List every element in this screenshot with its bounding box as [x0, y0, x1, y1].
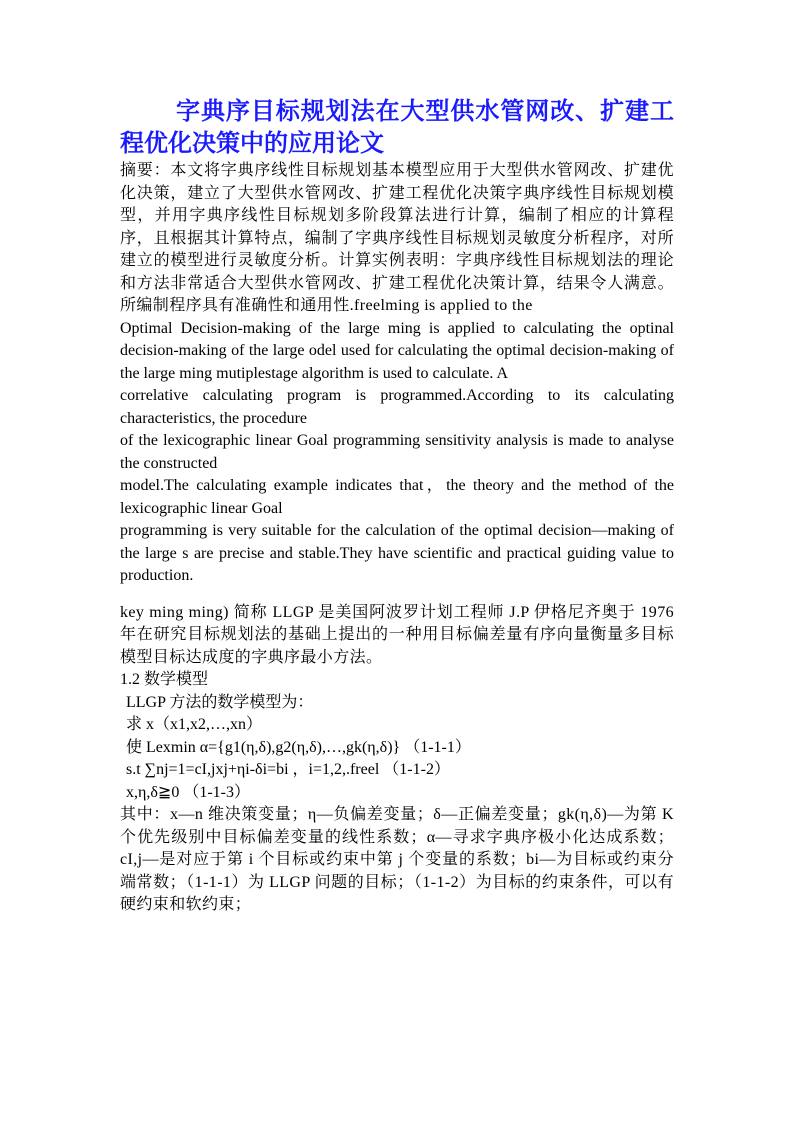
- section-heading: 1.2 数学模型: [120, 671, 209, 688]
- english-abstract-part-5: programming is very suitable for the calculation of the optimal decision—making of the large s are precise and stable.They have scientific and practical guiding value to production.: [120, 522, 674, 584]
- paragraph-spacer: [120, 588, 674, 602]
- english-abstract-part-4: model.The calculating example indicates that，the theory and the method of the lexicographic linear Goal: [120, 477, 674, 517]
- document-page: [120, 96, 674, 917]
- english-abstract-part-1: Optimal Decision-making of the large ming is applied to calculating the optinal decision-making of the large odel used for calculating the optimal decision-making of the large ming mutiplestage algorithm is used to calculate. A: [120, 319, 674, 382]
- document-title: 字典序目标规划法在大型供水管网改、扩建工程优化决策中的应用论文: [120, 99, 674, 157]
- explanation-paragraph: 其中：x—n 维决策变量；η—负偏差变量；δ—正偏差变量；gk(η,δ)—为第 K 个优先级别中目标偏差变量的线性系数；α—寻求字典序极小化达成系数；cI,j—是对应于第 i 个目标或约束中第 j 个变量的系数；bi—为目标或约束分端常数；（1-1-1）为 LLGP 问题的目标；（1-1-2）为目标的约束条件，可以有硬约束和软约束；: [120, 806, 674, 913]
- intro-paragraph: key ming ming) 简称 LLGP 是美国阿波罗计划工程师 J.P 伊格尼齐奥于 1976 年在研究目标规划法的基础上提出的一种用目标偏差量有序向量衡量多目标模型目标达成度的字典序最小方法。: [120, 603, 674, 666]
- model-intro: LLGP 方法的数学模型为：: [126, 693, 314, 711]
- equation-solve: 求 x（x1,x2,…,xn）: [126, 716, 263, 733]
- equation-nonnegativity: x,η,δ≧0 （1-1-3）: [126, 783, 250, 801]
- equation-constraint: s.t ∑nj=1=cI,jxj+ηi-δi=bi ，i=1,2,.freel （1-1-2）: [126, 761, 450, 778]
- abstract-paragraph: 摘要：本文将字典序线性目标规划基本模型应用于大型供水管网改、扩建优化决策，建立了大型供水管网改、扩建工程优化决策字典序线性目标规划模型，并用字典序线性目标规划多阶段算法进行计算，编制了相应的计算程序，且根据其计算特点，编制了字典序线性目标规划灵敏度分析程序，对所建立的模型进行灵敏度分析。计算实例表明：字典序线性目标规划法的理论和方法非常适合大型供水管网改、扩建工程优化决策计算，结果令人满意。所编制程序具有准确性和通用性.freelming is applied to the: [120, 162, 674, 314]
- equation-objective: 使 Lexmin α={g1(η,δ),g2(η,δ),…,gk(η,δ)} （1-1-1）: [126, 738, 471, 756]
- english-abstract-part-2: correlative calculating program is programmed.According to its calculating characteristics, the procedure: [120, 387, 674, 427]
- english-abstract-part-3: of the lexicographic linear Goal programming sensitivity analysis is made to analyse the constructed: [120, 432, 674, 472]
